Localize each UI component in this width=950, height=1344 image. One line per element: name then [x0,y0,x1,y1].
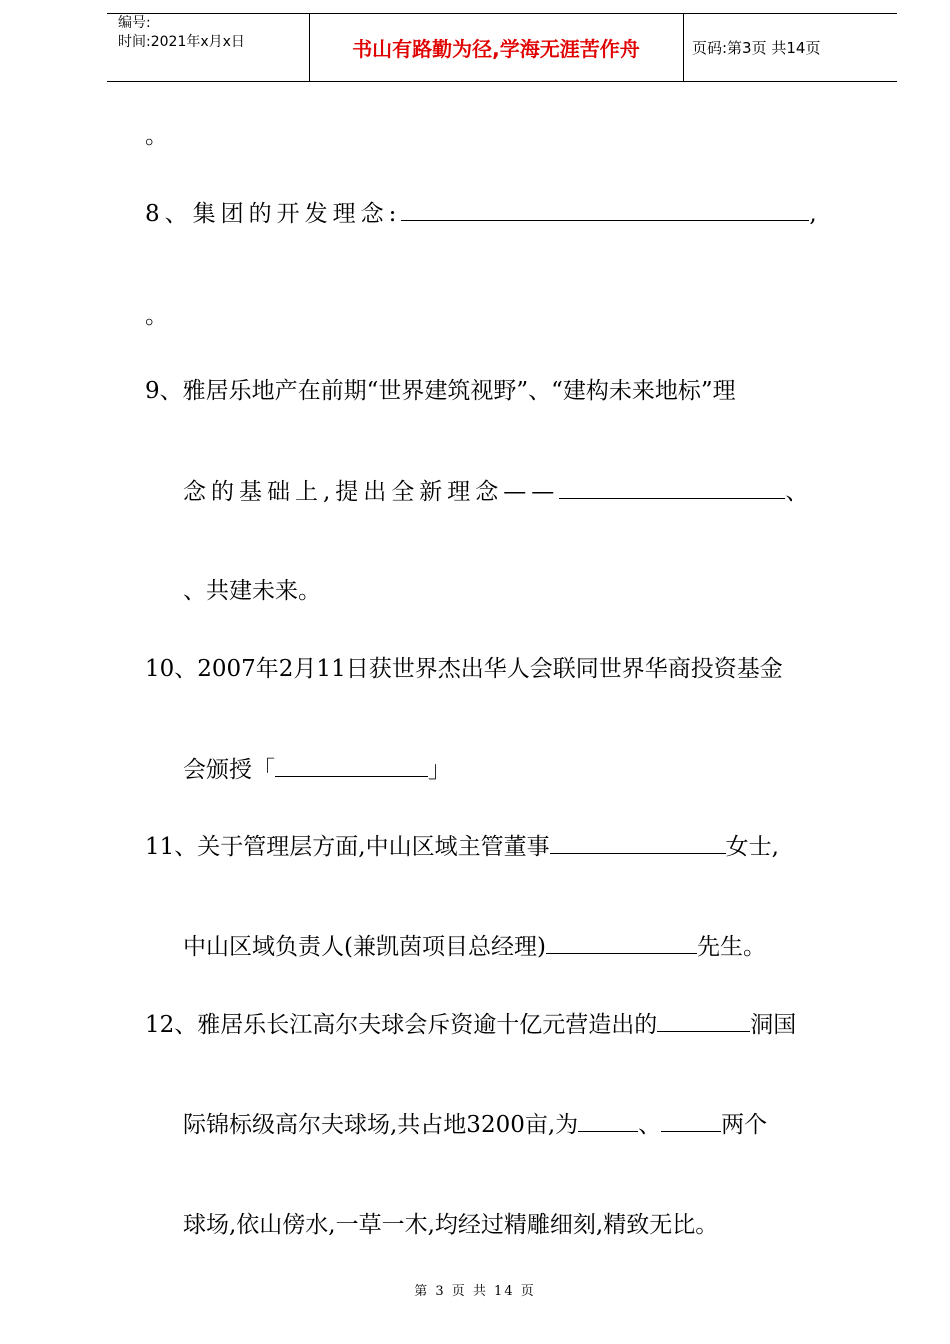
answer-blank[interactable] [401,198,809,221]
header-motto: 书山有路勤为径,学海无涯苦作舟 [352,37,640,61]
question-text: 洞国 [750,1012,797,1038]
answer-blank[interactable] [275,754,428,777]
question-12-line-2 [183,1109,767,1141]
question-text: 、 [785,479,809,505]
text-line: 。 [145,123,168,149]
question-12-line-1 [145,1009,796,1041]
time-label: 时间:2021年x月x日 [118,34,245,50]
header-page-number: 页码:第3页 共14页 [692,39,821,57]
answer-blank[interactable] [578,1109,638,1132]
question-text: 念的基础上,提出全新理念—— [183,479,560,505]
text-line: 。 [145,303,168,329]
question-text: 先生。 [696,934,766,960]
answer-blank[interactable] [550,831,726,854]
question-text: 12、雅居乐长江高尔夫球会斥资逾十亿元营造出的 [145,1012,658,1038]
question-10-line-2 [183,754,451,786]
header-divider [683,14,684,81]
question-text: 、 [638,1112,662,1138]
document-header [107,13,897,82]
question-10-line-1: 10、2007年2月11日获世界杰出华人会联同世界华商投资基金 [145,656,783,682]
question-11-line-2 [183,931,766,963]
page-footer: 第 3 页 共 14 页 [414,1284,536,1299]
question-text: 会颁授「 [183,757,275,783]
answer-blank[interactable] [546,931,697,954]
question-9-line-2 [183,476,808,508]
question-8 [145,198,817,230]
question-text: 」 [428,757,451,783]
answer-blank[interactable] [559,476,785,499]
question-text: 际锦标级高尔夫球场,共占地3200亩,为 [183,1112,579,1138]
header-meta [118,14,308,52]
question-11-line-1 [145,831,779,863]
question-text: 中山区域负责人(兼凯茵项目总经理) [183,934,546,960]
question-text: 女士, [725,834,779,860]
question-text: 8、集团的开发理念: [145,201,402,227]
question-text: 11、关于管理层方面,中山区域主管董事 [145,834,550,860]
question-9-line-1: 9、雅居乐地产在前期“世界建筑视野”、“建构未来地标”理 [145,378,736,404]
question-12-line-3: 球场,依山傍水,一草一木,均经过精雕细刻,精致无比。 [183,1212,719,1238]
code-label: 编号: [118,15,151,31]
question-text: 两个 [721,1112,768,1138]
question-text: , [809,201,817,227]
answer-blank[interactable] [661,1109,721,1132]
answer-blank[interactable] [657,1009,750,1032]
question-9-line-3: 、共建未来。 [183,578,321,604]
